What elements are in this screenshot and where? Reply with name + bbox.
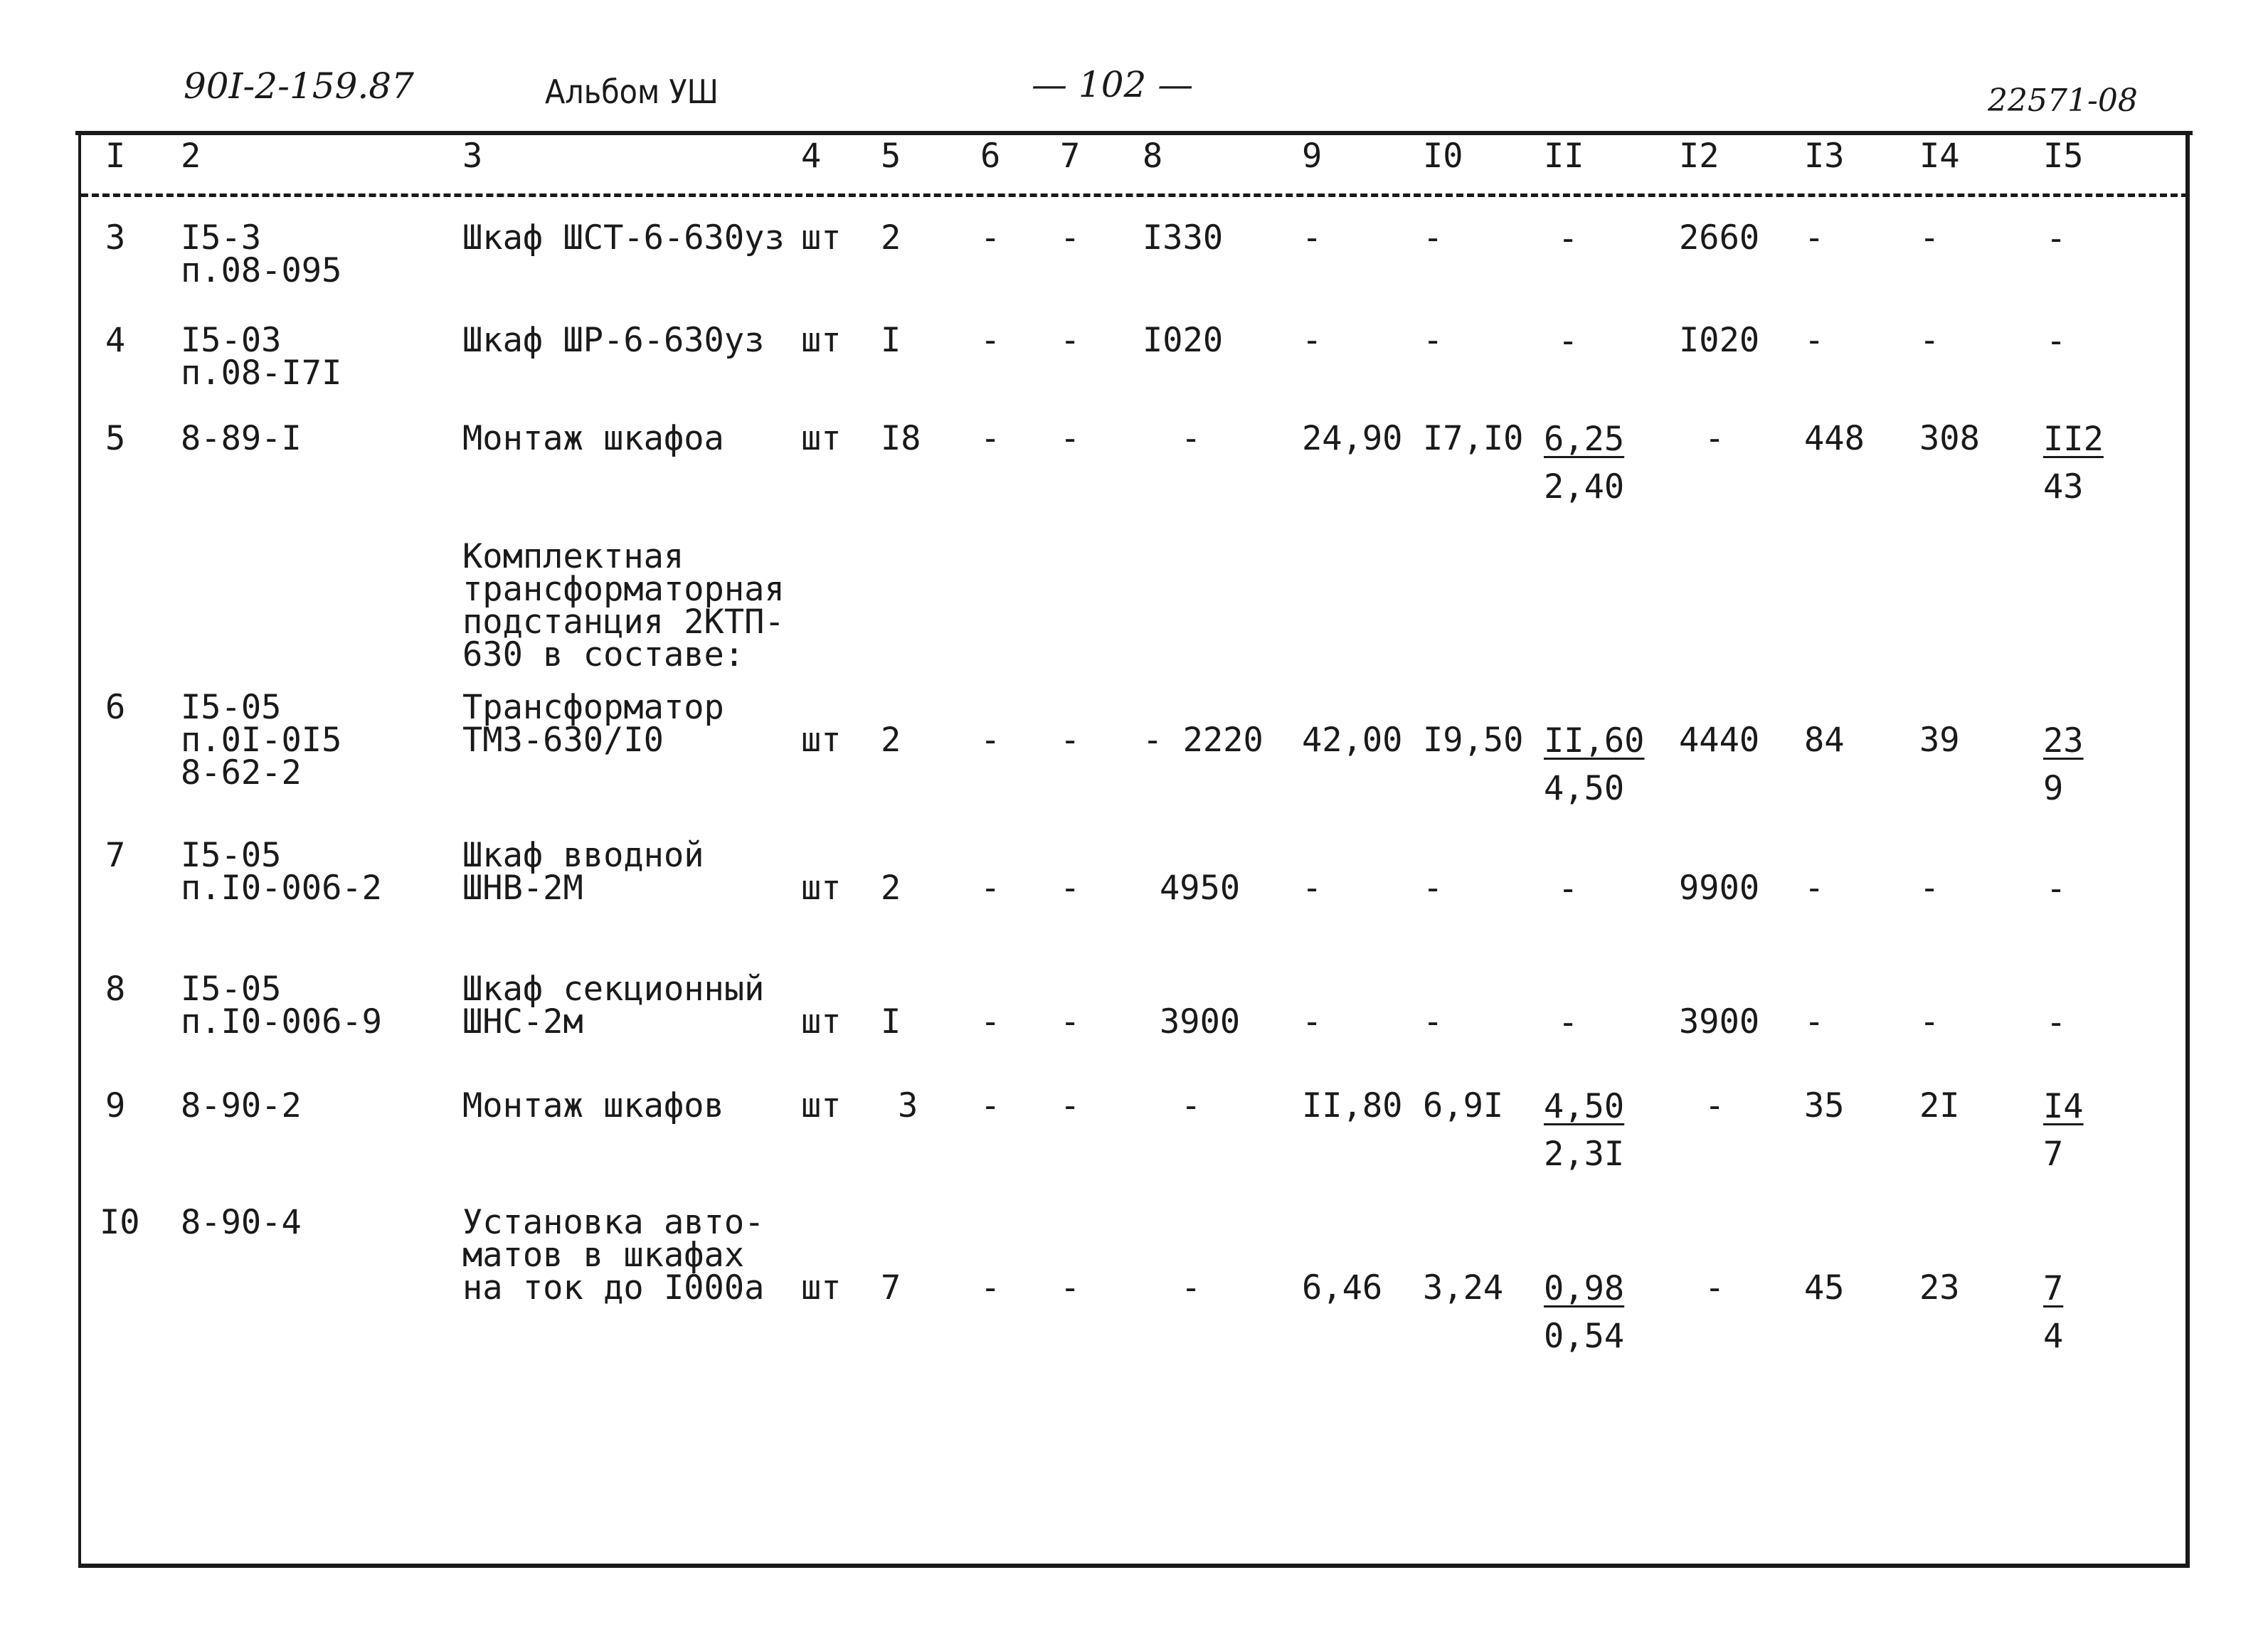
unit: шт <box>801 1268 842 1308</box>
norm-code: I5-03 п.08-I7I <box>181 321 342 393</box>
col-11-numerator: 0,98 <box>1544 1269 1625 1308</box>
col-11-numerator: 6,25 <box>1544 420 1625 459</box>
col-12: - <box>1705 1086 1725 1125</box>
col-14: 2I <box>1919 1086 1960 1125</box>
col-9: 6,46 <box>1302 1268 1383 1308</box>
col-6: - <box>980 869 1001 908</box>
col-7: - <box>1060 721 1081 760</box>
col-15 <box>2046 322 2067 361</box>
row-number: 9 <box>105 1086 126 1125</box>
col-6: - <box>980 1002 1001 1041</box>
row-number: 3 <box>105 218 126 258</box>
row-number: 6 <box>105 688 126 727</box>
col-13: 84 <box>1804 721 1845 760</box>
row-number: 7 <box>105 836 126 875</box>
col-12: 2660 <box>1679 218 1760 258</box>
column-header: I3 <box>1804 137 1845 176</box>
col-8: - <box>1181 419 1202 458</box>
col-10: - <box>1423 218 1443 258</box>
item-name: Шкаф секционный ШНС-2м <box>462 970 765 1041</box>
col-6: - <box>980 1086 1001 1125</box>
column-header: 7 <box>1060 137 1081 176</box>
col-14: - <box>1919 869 1940 908</box>
column-header: 4 <box>801 137 822 176</box>
column-header: 2 <box>181 137 201 176</box>
col-10: - <box>1423 1002 1443 1041</box>
col-9: 42,00 <box>1302 721 1403 760</box>
col-8: - 2220 <box>1143 721 1263 760</box>
norm-code: 8-90-2 <box>181 1086 302 1125</box>
col-11 <box>1558 322 1579 361</box>
column-header: 3 <box>462 137 483 176</box>
norm-code: 8-89-I <box>181 419 302 458</box>
col-15-fraction <box>2046 869 2067 908</box>
column-header: 5 <box>881 137 901 176</box>
norm-code: 8-90-4 <box>181 1203 302 1242</box>
col-9: - <box>1302 321 1323 360</box>
col-8: 3900 <box>1160 1002 1241 1041</box>
item-name: Установка авто- матов в шкафах на ток до I000а <box>462 1203 765 1308</box>
col-7: - <box>1060 1002 1081 1041</box>
col-11-denominator: 2,40 <box>1544 467 1625 506</box>
col-15-numerator: 7 <box>2043 1269 2064 1308</box>
col-6: - <box>980 218 1001 258</box>
col-7: - <box>1060 1268 1081 1308</box>
col-15-numerator: II2 <box>2043 420 2104 459</box>
col-6: - <box>980 321 1001 360</box>
col-9: - <box>1302 869 1323 908</box>
unit: шт <box>801 1002 842 1041</box>
quantity: 7 <box>881 1268 901 1308</box>
col-11-denominator: 0,54 <box>1544 1317 1625 1356</box>
col-15-denominator: 9 <box>2043 769 2064 808</box>
col-11-numerator: - <box>1558 869 1579 908</box>
col-13: - <box>1804 321 1825 360</box>
column-header: I0 <box>1423 137 1463 176</box>
col-13: - <box>1804 869 1825 908</box>
col-14: 23 <box>1919 1268 1960 1308</box>
col-10: 6,9I <box>1423 1086 1504 1125</box>
col-15 <box>2043 1087 2084 1174</box>
col-12: 3900 <box>1679 1002 1760 1041</box>
col-9: - <box>1302 218 1323 258</box>
col-6: - <box>980 721 1001 760</box>
col-11-numerator: - <box>1558 322 1579 361</box>
unit: шт <box>801 869 842 908</box>
col-13: 448 <box>1804 419 1865 458</box>
col-6: - <box>980 419 1001 458</box>
unit: шт <box>801 1086 842 1125</box>
column-header: I <box>105 137 126 176</box>
col-11 <box>1558 219 1579 258</box>
col-14: - <box>1919 218 1940 258</box>
table-frame <box>78 131 2190 1568</box>
col-15-fraction <box>2043 1269 2064 1356</box>
col-11 <box>1558 1003 1579 1042</box>
col-15-fraction <box>2043 1087 2084 1174</box>
col-10: - <box>1423 321 1443 360</box>
unit: шт <box>801 321 842 360</box>
row-number: 4 <box>105 321 126 360</box>
quantity: 2 <box>881 869 901 908</box>
col-11 <box>1544 1087 1625 1174</box>
col-7: - <box>1060 869 1081 908</box>
col-11-numerator: 4,50 <box>1544 1087 1625 1126</box>
col-15-numerator: - <box>2046 322 2067 361</box>
col-7: - <box>1060 321 1081 360</box>
col-15-fraction <box>2046 322 2067 361</box>
col-11-numerator: - <box>1558 1003 1579 1042</box>
quantity: I <box>881 321 901 360</box>
col-10: I9,50 <box>1423 721 1524 760</box>
col-11 <box>1544 1269 1625 1356</box>
col-7: - <box>1060 218 1081 258</box>
col-15-fraction <box>2046 219 2067 258</box>
quantity: I8 <box>881 419 921 458</box>
col-11-numerator: II,60 <box>1544 721 1645 760</box>
col-15 <box>2043 721 2084 808</box>
col-7: - <box>1060 1086 1081 1125</box>
item-name: Шкаф ШР-6-630уз <box>462 321 765 360</box>
col-15-numerator: - <box>2046 869 2067 908</box>
doc-code: 90I-2-159.87 <box>184 65 414 107</box>
column-header: 9 <box>1302 137 1323 176</box>
column-header: 8 <box>1143 137 1163 176</box>
column-header: II <box>1544 137 1584 176</box>
col-12: I020 <box>1679 321 1760 360</box>
item-name: Монтаж шкафов <box>462 1086 724 1125</box>
col-15-numerator: I4 <box>2043 1087 2084 1126</box>
column-header: 6 <box>980 137 1001 176</box>
col-14: 308 <box>1919 419 1980 458</box>
col-9: II,80 <box>1302 1086 1403 1125</box>
col-14: - <box>1919 1002 1940 1041</box>
col-11-fraction <box>1544 721 1645 808</box>
registration-number: 22571-08 <box>1988 83 2138 119</box>
page-number: — 102 — <box>1032 64 1194 105</box>
col-11 <box>1544 721 1645 808</box>
col-8: 4950 <box>1160 869 1241 908</box>
col-8: I020 <box>1143 321 1224 360</box>
row-number: I0 <box>100 1203 140 1242</box>
col-8: - <box>1181 1268 1202 1308</box>
col-15 <box>2046 219 2067 258</box>
quantity: 2 <box>881 218 901 258</box>
col-8: I330 <box>1143 218 1224 258</box>
norm-code: I5-05 п.I0-006-9 <box>181 970 382 1041</box>
col-11-denominator: 4,50 <box>1544 769 1625 808</box>
quantity: 2 <box>881 721 901 760</box>
col-11-fraction <box>1544 420 1625 506</box>
unit: шт <box>801 419 842 458</box>
col-11 <box>1558 869 1579 908</box>
header-separator <box>81 193 2188 197</box>
col-14: 39 <box>1919 721 1960 760</box>
col-12: - <box>1705 419 1725 458</box>
quantity: I <box>881 1002 901 1041</box>
item-name: Трансформатор ТМЗ-630/I0 <box>462 688 724 760</box>
norm-code: I5-3 п.08-095 <box>181 218 342 290</box>
unit: шт <box>801 721 842 760</box>
col-11-fraction <box>1558 1003 1579 1042</box>
section-title: Комплектная трансформаторная подстанция 2КТП- 630 в составе: <box>462 537 785 674</box>
col-11-denominator: 2,3I <box>1544 1135 1625 1174</box>
col-15 <box>2046 869 2067 908</box>
col-11-fraction <box>1558 219 1579 258</box>
col-9: 24,90 <box>1302 419 1403 458</box>
col-15-denominator: 7 <box>2043 1135 2064 1174</box>
col-15-fraction <box>2043 420 2104 506</box>
col-15-denominator: 43 <box>2043 467 2084 506</box>
col-8: - <box>1181 1086 1202 1125</box>
col-13: - <box>1804 218 1825 258</box>
col-7: - <box>1060 419 1081 458</box>
col-13: 35 <box>1804 1086 1845 1125</box>
norm-code: I5-05 п.I0-006-2 <box>181 836 382 908</box>
col-10: I7,I0 <box>1423 419 1524 458</box>
col-15-denominator: 4 <box>2043 1317 2064 1356</box>
item-name: Шкаф ШСТ-6-630уз <box>462 218 785 258</box>
col-13: 45 <box>1804 1268 1845 1308</box>
norm-code: I5-05 п.0I-0I5 8-62-2 <box>181 688 342 792</box>
column-header: I2 <box>1679 137 1719 176</box>
unit: шт <box>801 218 842 258</box>
row-number: 5 <box>105 419 126 458</box>
col-10: 3,24 <box>1423 1268 1504 1308</box>
col-15-fraction <box>2043 721 2084 808</box>
col-11-fraction <box>1544 1269 1625 1356</box>
col-15 <box>2046 1003 2067 1042</box>
col-6: - <box>980 1268 1001 1308</box>
col-9: - <box>1302 1002 1323 1041</box>
col-12: 4440 <box>1679 721 1760 760</box>
col-15-numerator: - <box>2046 1003 2067 1042</box>
col-13: - <box>1804 1002 1825 1041</box>
item-name: Шкаф вводной ШНВ-2М <box>462 836 704 908</box>
col-11-fraction <box>1558 322 1579 361</box>
col-12: - <box>1705 1268 1725 1308</box>
col-15-fraction <box>2046 1003 2067 1042</box>
col-12: 9900 <box>1679 869 1760 908</box>
col-15-numerator: 23 <box>2043 721 2084 760</box>
col-15-numerator: - <box>2046 219 2067 258</box>
col-11-fraction <box>1558 869 1579 908</box>
col-11-numerator: - <box>1558 219 1579 258</box>
col-10: - <box>1423 869 1443 908</box>
col-15 <box>2043 420 2104 506</box>
column-header: I5 <box>2043 137 2084 176</box>
item-name: Монтаж шкафоа <box>462 419 724 458</box>
album-label: Альбом УШ <box>545 73 719 111</box>
column-header: I4 <box>1919 137 1960 176</box>
col-14: - <box>1919 321 1940 360</box>
col-11-fraction <box>1544 1087 1625 1174</box>
row-number: 8 <box>105 970 126 1009</box>
col-15 <box>2043 1269 2064 1356</box>
quantity: 3 <box>898 1086 918 1125</box>
col-11 <box>1544 420 1625 506</box>
